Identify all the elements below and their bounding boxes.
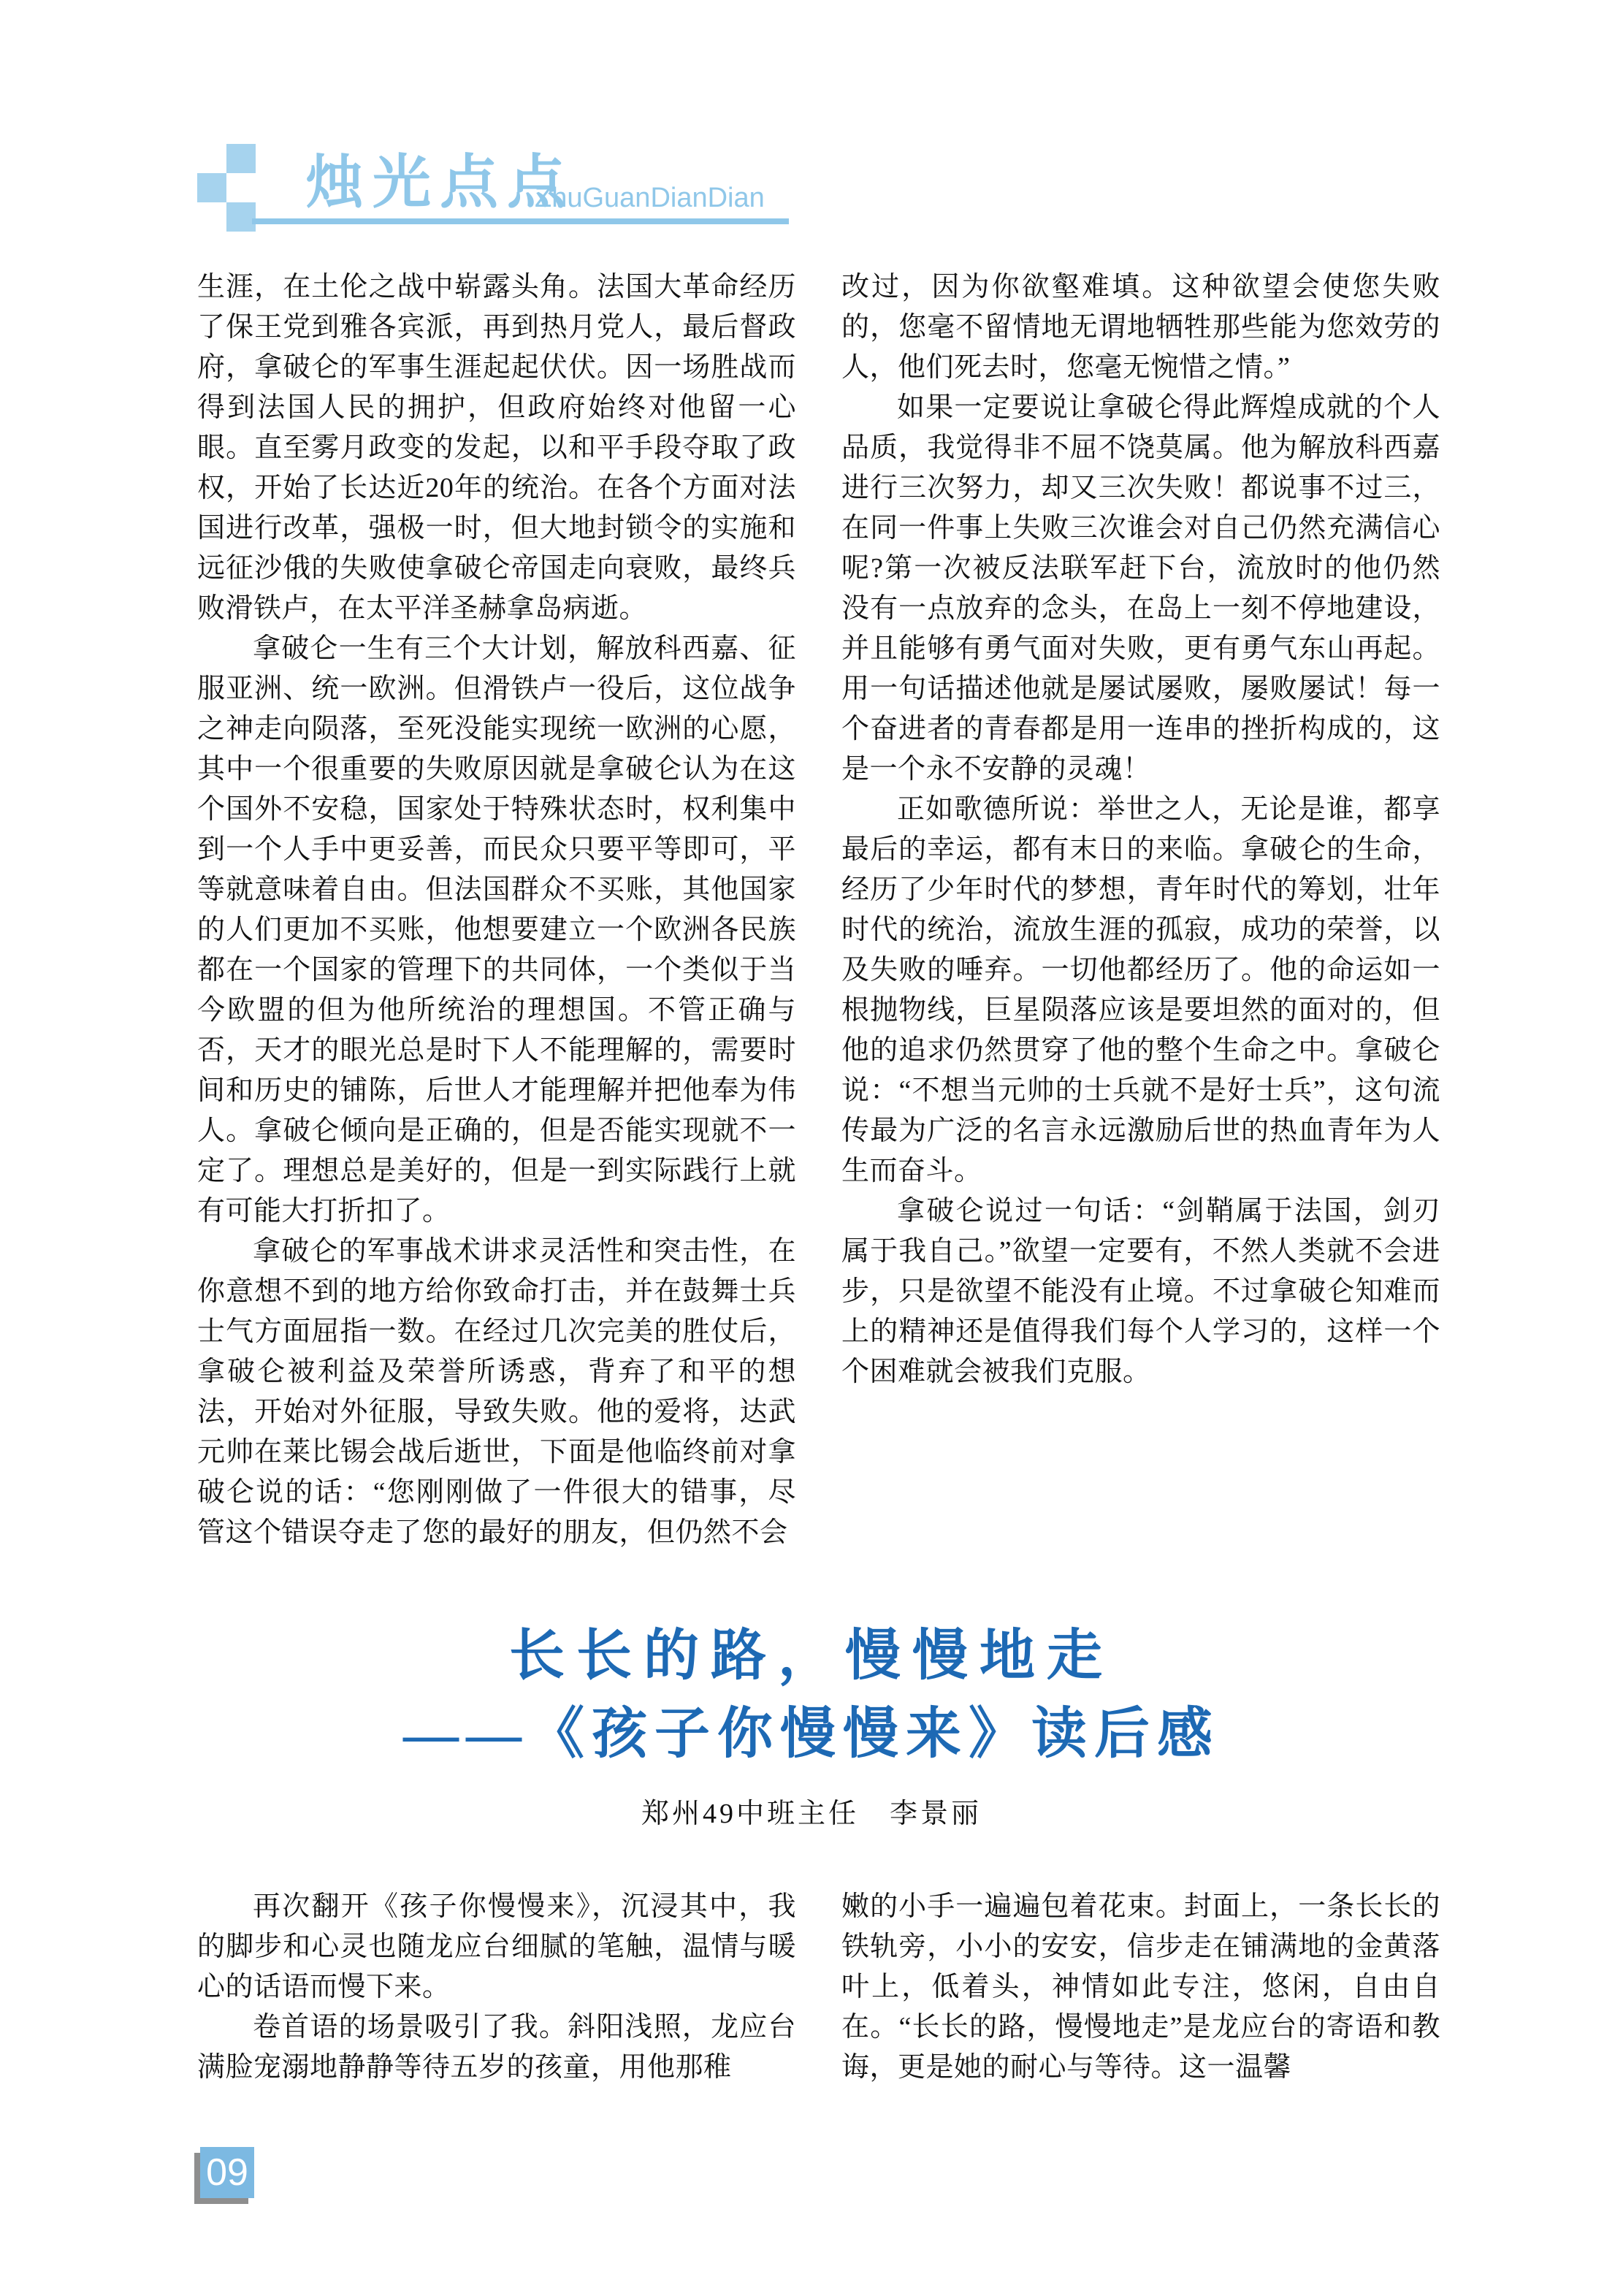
paragraph: 拿破仑的军事战术讲求灵活性和突击性，在你意想不到的地方给你致命打击，并在鼓舞士兵士气方面屈指一数。在经过几次完美的胜仗后，拿破仑被利益及荣誉所诱惑，背弃了和平的想法，开始对外征服，导致失败。他的爱将，达武元帅在莱比锡会战后逝世，下面是他临终前对拿破仑说的话：“您刚刚做了一件很大的错事，尽管这个错误夺走了您的最好的朋友，但仍然不会 bbox=[197, 1236, 796, 1548]
review-right-column bbox=[841, 1887, 1440, 2088]
review-author: 郑州49中班主任 李景丽 bbox=[641, 1798, 982, 1829]
review-title-block bbox=[0, 1620, 1623, 1831]
header-rule bbox=[252, 218, 789, 224]
paragraph: 拿破仑一生有三个大计划，解放科西嘉、征服亚洲、统一欧洲。但滑铁卢一役后，这位战争之神走向陨落，至死没能实现统一欧洲的心愿，其中一个很重要的失败原因就是拿破仑认为在这个国外不安稳，国家处于特殊状态时，权利集中到一个人手中更妥善，而民众只要平等即可，平等就意味着自由。但法国群众不买账，其他国家的人们更加不买账，他想要建立一个欧洲各民族都在一个国家的管理下的共同体，一个类似于当今欧盟的但为他所统治的理想国。不管正确与否，天才的眼光总是时下人不能理解的，需要时间和历史的铺陈，后世人才能理解并把他奉为伟人。拿破仑倾向是正确的，但是否能实现就不一定了。理想总是美好的，但是一到实际践行上就有可能大打折扣了。 bbox=[197, 633, 796, 1227]
logo-squares-icon bbox=[197, 144, 256, 232]
section-logo-title: 烛光点点 bbox=[305, 150, 574, 215]
logo-square bbox=[197, 173, 226, 202]
page-number-badge: 09 bbox=[200, 2147, 254, 2198]
logo-square bbox=[226, 144, 256, 173]
review-title-line1: 长长的路，慢慢地走 bbox=[509, 1625, 1114, 1687]
paragraph: 如果一定要说让拿破仑得此辉煌成就的个人品质，我觉得非不屈不饶莫属。他为解放科西嘉进行三次努力，却又三次失败！都说事不过三，在同一件事上失败三次谁会对自己仍然充满信心呢?第一次被反法联军赶下台，流放时的他仍然没有一点放弃的念头，在岛上一刻不停地建设，并且能够有勇气面对失败，更有勇气东山再起。用一句话描述他就是屡试屡败，屡败屡试！每一个奋进者的青春都是用一连串的挫折构成的，这是一个永不安静的灵魂！ bbox=[841, 392, 1440, 785]
napoleon-right-column bbox=[841, 267, 1440, 1553]
review-left-column bbox=[197, 1887, 796, 2088]
paragraph: 正如歌德所说：举世之人，无论是谁，都享最后的幸运，都有末日的来临。拿破仑的生命，经历了少年时代的梦想，青年时代的筹划，壮年时代的统治，流放生涯的孤寂，成功的荣誉，以及失败的唾弃。一切他都经历了。他的命运如一根抛物线，巨星陨落应该是要坦然的面对的，但他的追求仍然贯穿了他的整个生命之中。拿破仑说：“不想当元帅的士兵就不是好士兵”，这句流传最为广泛的名言永远激励后世的热血青年为人生而奋斗。 bbox=[841, 794, 1440, 1186]
article-napoleon-body bbox=[197, 267, 1440, 1553]
paragraph: 再次翻开《孩子你慢慢来》，沉浸其中，我的脚步和心灵也随龙应台细腻的笔触，温情与暖心的话语而慢下来。 bbox=[197, 1891, 796, 2002]
review-title-line2: ——《孩子你慢慢来》读后感 bbox=[403, 1703, 1220, 1765]
paragraph: 嫩的小手一遍遍包着花束。封面上，一条长长的铁轨旁，小小的安安，信步走在铺满地的金黄落叶上，低着头，神情如此专注，悠闲，自由自在。“长长的路，慢慢地走”是龙应台的寄语和教诲，更是她的耐心与等待。这一温馨 bbox=[841, 1891, 1440, 2083]
section-logo-subtitle: ZhuGuanDianDian bbox=[535, 183, 765, 213]
logo-square bbox=[226, 202, 256, 232]
paragraph: 卷首语的场景吸引了我。斜阳浅照，龙应台满脸宠溺地静静等待五岁的孩童，用他那稚 bbox=[197, 2012, 796, 2083]
napoleon-left-column bbox=[197, 267, 796, 1553]
paragraph: 改过，因为你欲壑难填。这种欲望会使您失败的，您毫不留情地无谓地牺牲那些能为您效劳的人，他们死去时，您毫无惋惜之情。” bbox=[841, 272, 1440, 383]
paragraph: 生涯，在土伦之战中崭露头角。法国大革命经历了保王党到雅各宾派，再到热月党人，最后督政府，拿破仑的军事生涯起起伏伏。因一场胜战而得到法国人民的拥护，但政府始终对他留一心眼。直至雾月政变的发起，以和平手段夺取了政权，开始了长达近20年的统治。在各个方面对法国进行改革，强极一时，但大地封锁令的实施和远征沙俄的失败使拿破仑帝国走向衰败，最终兵败滑铁卢，在太平洋圣赫拿岛病逝。 bbox=[197, 272, 796, 624]
article-review-body bbox=[197, 1887, 1440, 2088]
paragraph: 拿破仑说过一句话：“剑鞘属于法国，剑刃属于我自己。”欲望一定要有，不然人类就不会进步，只是欲望不能没有止境。不过拿破仑知难而上的精神还是值得我们每个人学习的，这样一个个困难就会被我们克服。 bbox=[841, 1196, 1440, 1387]
